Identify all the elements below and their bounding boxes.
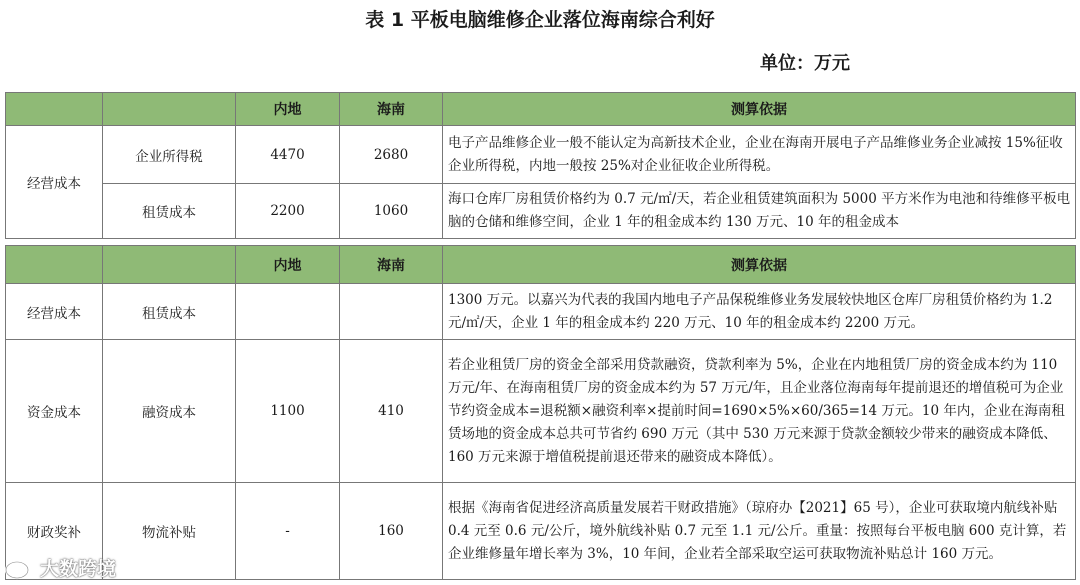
header-inland: 内地 [236, 246, 340, 284]
row-hainan-value: 160 [340, 483, 443, 580]
unit-label: 单位：万元 [760, 53, 850, 74]
row-hainan-value: 1060 [340, 184, 443, 239]
table-row [6, 184, 1076, 239]
row-basis: 若企业租赁厂房的资金全部采用贷款融资，贷款利率为 5%，企业在内地租赁厂房的资金成本约为 110 万元/年、在海南租赁厂房的资金成本约为 57 万元/年，且企业落位海南每年提前退还的增值税可为企业节约资金成本=退税额×融资利率×提前时间=1690×5%×60/365=14 万元。10 年内，企业在海南租赁场地的资金成本总共可节省约 690 万元（其中 530 万元来源于贷款金额较少带来的融资成本降低、160 万元来源于增值税提前退还带来的融资成本降低）。 [443, 340, 1076, 483]
table-row [6, 284, 1076, 340]
row-hainan-value: 410 [340, 340, 443, 483]
table-row [6, 340, 1076, 483]
row-category: 经营成本 [6, 126, 103, 239]
table-header-row [6, 93, 1076, 126]
comparison-table-part-1 [5, 92, 1076, 239]
header-item [103, 93, 236, 126]
row-basis: 根据《海南省促进经济高质量发展若干财政措施》（琼府办【2021】65 号），企业可获取境内航线补贴 0.4 元至 0.6 元/公斤，境外航线补贴 0.7 元至 1.1 元/公斤。重量：按照每台平板电脑 600 克计算，若企业维修量年增长率为 3%，10 年间，企业若全部采取空运可获取物流补贴总计 160 万元。 [443, 483, 1076, 580]
table-row [6, 483, 1076, 580]
table-row [6, 126, 1076, 184]
header-category [6, 93, 103, 126]
row-basis: 海口仓库厂房租赁价格约为 0.7 元/㎡/天，若企业租赁建筑面积为 5000 平方米作为电池和待维修平板电脑的仓储和维修空间，企业 1 年的租金成本约 130 万元、10 年的租金成本 [443, 184, 1076, 239]
row-basis: 1300 万元。以嘉兴为代表的我国内地电子产品保税维修业务发展较快地区仓库厂房租赁价格约为 1.2 元/㎡/天，企业 1 年的租金成本约 220 万元、10 年的租金成本约 2200 万元。 [443, 284, 1076, 340]
row-hainan-value: 2680 [340, 126, 443, 184]
row-inland-value: 2200 [236, 184, 340, 239]
header-hainan: 海南 [340, 246, 443, 284]
row-category: 经营成本 [6, 284, 103, 340]
row-inland-value: 4470 [236, 126, 340, 184]
header-inland: 内地 [236, 93, 340, 126]
row-category: 资金成本 [6, 340, 103, 483]
row-item: 企业所得税 [103, 126, 236, 184]
row-inland-value: - [236, 483, 340, 580]
table-title: 表 1 平板电脑维修企业落位海南综合利好 [365, 9, 715, 31]
header-item [103, 246, 236, 284]
row-item: 租赁成本 [103, 284, 236, 340]
header-basis: 测算依据 [443, 93, 1076, 126]
table-header-row [6, 246, 1076, 284]
row-inland-value: 1100 [236, 340, 340, 483]
row-item: 租赁成本 [103, 184, 236, 239]
header-hainan: 海南 [340, 93, 443, 126]
watermark-text: 大数跨境 [40, 557, 117, 580]
weibo-logo-icon [4, 554, 34, 580]
watermark [4, 552, 116, 582]
comparison-table-part-2 [5, 245, 1076, 580]
row-item: 物流补贴 [103, 483, 236, 580]
header-category [6, 246, 103, 284]
header-basis: 测算依据 [443, 246, 1076, 284]
row-item: 融资成本 [103, 340, 236, 483]
row-basis: 电子产品维修企业一般不能认定为高新技术企业，企业在海南开展电子产品维修业务企业减按 15%征收企业所得税，内地一般按 25%对企业征收企业所得税。 [443, 126, 1076, 184]
row-inland-value [236, 284, 340, 340]
row-category: 财政奖补 [6, 483, 103, 580]
row-hainan-value [340, 284, 443, 340]
